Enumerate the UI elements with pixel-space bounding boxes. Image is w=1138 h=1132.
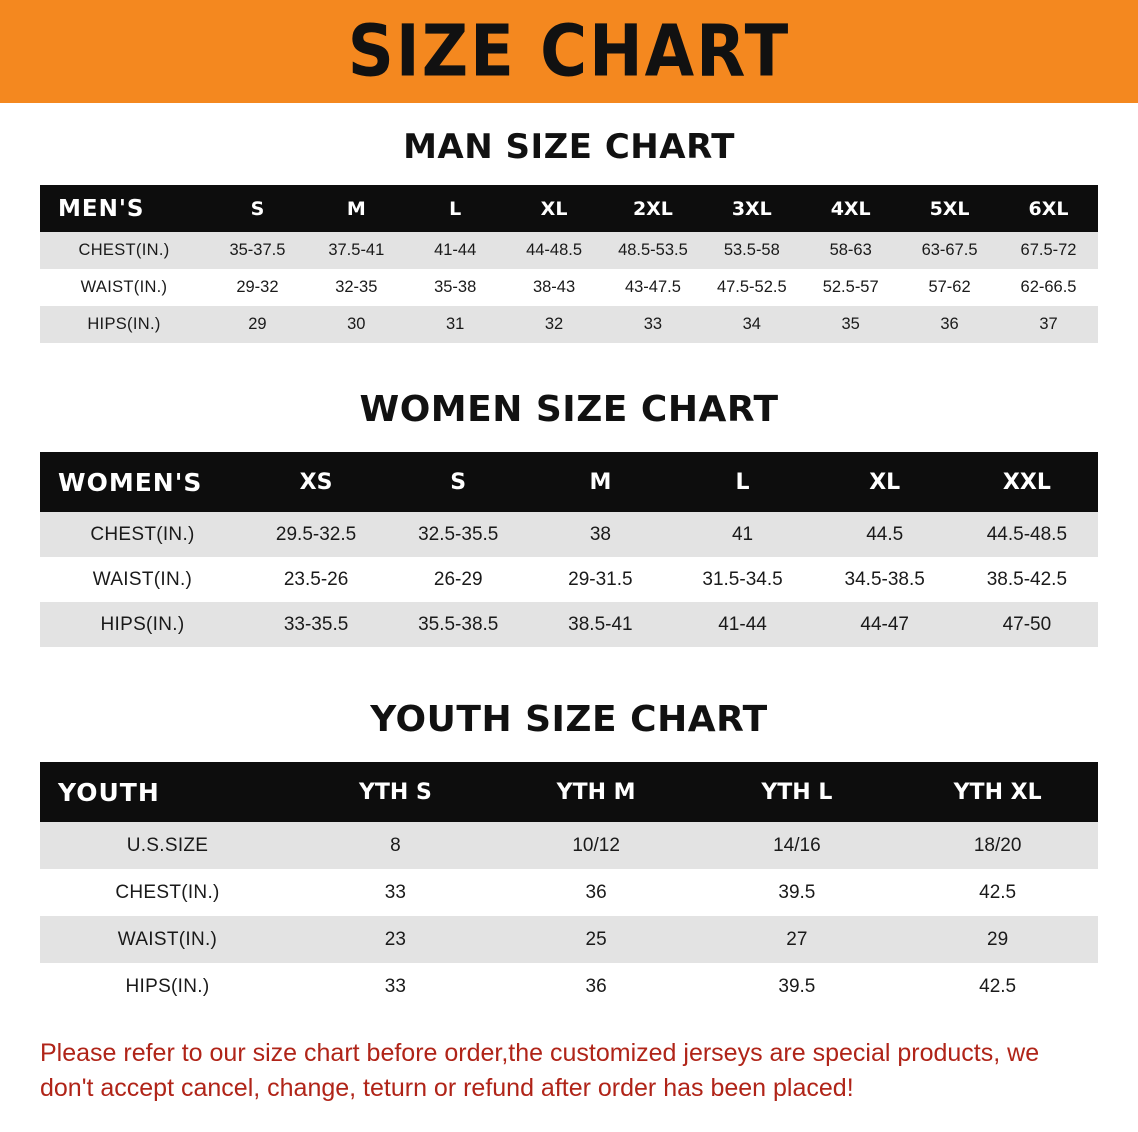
table-row [40, 869, 1098, 916]
youth-size-table [40, 762, 1098, 1010]
table-header-row [40, 452, 1098, 512]
page-title: SIZE CHART [347, 10, 791, 93]
youth-section-heading: YOUTH SIZE CHART [370, 699, 768, 740]
table-cell: 44.5 [814, 512, 956, 557]
table-cell: 32-35 [307, 269, 406, 306]
row-label: HIPS(IN.) [40, 306, 208, 343]
row-label: CHEST(IN.) [40, 232, 208, 269]
table-cell: 48.5-53.5 [604, 232, 703, 269]
table-cell: 47-50 [956, 602, 1098, 647]
table-cell: 8 [295, 822, 496, 869]
table-cell: 38.5-41 [529, 602, 671, 647]
row-label: CHEST(IN.) [40, 512, 245, 557]
table-cell: 33 [295, 869, 496, 916]
table-cell: 53.5-58 [702, 232, 801, 269]
table-cell: 35-37.5 [208, 232, 307, 269]
table-cell: 35.5-38.5 [387, 602, 529, 647]
table-cell: 32 [505, 306, 604, 343]
table-cell: 38 [529, 512, 671, 557]
table-cell: 32.5-35.5 [387, 512, 529, 557]
table-row [40, 306, 1098, 343]
column-header: XS [245, 452, 387, 512]
column-header: L [406, 185, 505, 232]
row-label: U.S.SIZE [40, 822, 295, 869]
table-row [40, 232, 1098, 269]
table-cell: 58-63 [801, 232, 900, 269]
table-cell: 38-43 [505, 269, 604, 306]
table-cell: 35 [801, 306, 900, 343]
table-cell: 37.5-41 [307, 232, 406, 269]
table-cell: 29.5-32.5 [245, 512, 387, 557]
column-header: M [529, 452, 671, 512]
table-cell: 26-29 [387, 557, 529, 602]
column-header: S [387, 452, 529, 512]
column-header: WOMEN'S [40, 452, 245, 512]
page-banner [0, 0, 1138, 103]
row-label: WAIST(IN.) [40, 557, 245, 602]
table-cell: 33 [295, 963, 496, 1010]
table-cell: 34 [702, 306, 801, 343]
table-header-row [40, 762, 1098, 822]
column-header: YOUTH [40, 762, 295, 822]
column-header: XXL [956, 452, 1098, 512]
column-header: M [307, 185, 406, 232]
table-row [40, 963, 1098, 1010]
table-cell: 29-32 [208, 269, 307, 306]
table-cell: 36 [496, 869, 697, 916]
column-header: 4XL [801, 185, 900, 232]
column-header: 6XL [999, 185, 1098, 232]
table-cell: 33 [604, 306, 703, 343]
table-cell: 31.5-34.5 [671, 557, 813, 602]
row-label: HIPS(IN.) [40, 963, 295, 1010]
table-cell: 57-62 [900, 269, 999, 306]
disclaimer-note: Please refer to our size chart before order,the customized jerseys are special products, we don't accept cancel, change, teturn or refund after order has been placed! [40, 1039, 1040, 1102]
column-header: XL [505, 185, 604, 232]
table-row [40, 557, 1098, 602]
women-size-table [40, 452, 1098, 647]
table-cell: 42.5 [897, 963, 1098, 1010]
women-table-wrapper [40, 452, 1098, 647]
table-cell: 29-31.5 [529, 557, 671, 602]
table-cell: 25 [496, 916, 697, 963]
table-cell: 52.5-57 [801, 269, 900, 306]
table-cell: 41-44 [671, 602, 813, 647]
table-header-row [40, 185, 1098, 232]
table-cell: 44-48.5 [505, 232, 604, 269]
table-cell: 67.5-72 [999, 232, 1098, 269]
row-label: CHEST(IN.) [40, 869, 295, 916]
table-cell: 23 [295, 916, 496, 963]
table-cell: 62-66.5 [999, 269, 1098, 306]
column-header: 5XL [900, 185, 999, 232]
table-cell: 37 [999, 306, 1098, 343]
table-cell: 39.5 [697, 963, 898, 1010]
column-header: 3XL [702, 185, 801, 232]
table-cell: 10/12 [496, 822, 697, 869]
youth-table-wrapper [40, 762, 1098, 1010]
table-cell: 35-38 [406, 269, 505, 306]
table-cell: 44-47 [814, 602, 956, 647]
women-section-heading: WOMEN SIZE CHART [359, 389, 779, 430]
table-cell: 30 [307, 306, 406, 343]
table-cell: 29 [897, 916, 1098, 963]
man-size-table [40, 185, 1098, 343]
table-cell: 38.5-42.5 [956, 557, 1098, 602]
table-cell: 36 [496, 963, 697, 1010]
table-cell: 63-67.5 [900, 232, 999, 269]
column-header: MEN'S [40, 185, 208, 232]
row-label: HIPS(IN.) [40, 602, 245, 647]
table-cell: 47.5-52.5 [702, 269, 801, 306]
column-header: YTH S [295, 762, 496, 822]
table-cell: 42.5 [897, 869, 1098, 916]
table-row [40, 822, 1098, 869]
table-cell: 43-47.5 [604, 269, 703, 306]
column-header: XL [814, 452, 956, 512]
row-label: WAIST(IN.) [40, 916, 295, 963]
table-cell: 41 [671, 512, 813, 557]
table-cell: 39.5 [697, 869, 898, 916]
table-row [40, 512, 1098, 557]
column-header: S [208, 185, 307, 232]
column-header: 2XL [604, 185, 703, 232]
column-header: YTH XL [897, 762, 1098, 822]
man-section-heading: MAN SIZE CHART [403, 127, 735, 167]
table-row [40, 916, 1098, 963]
table-cell: 29 [208, 306, 307, 343]
table-cell: 23.5-26 [245, 557, 387, 602]
man-table-wrapper [40, 185, 1098, 343]
table-cell: 31 [406, 306, 505, 343]
table-cell: 41-44 [406, 232, 505, 269]
table-cell: 14/16 [697, 822, 898, 869]
row-label: WAIST(IN.) [40, 269, 208, 306]
table-cell: 33-35.5 [245, 602, 387, 647]
column-header: YTH M [496, 762, 697, 822]
table-row [40, 602, 1098, 647]
table-cell: 27 [697, 916, 898, 963]
table-cell: 36 [900, 306, 999, 343]
column-header: L [671, 452, 813, 512]
table-cell: 34.5-38.5 [814, 557, 956, 602]
column-header: YTH L [697, 762, 898, 822]
table-cell: 18/20 [897, 822, 1098, 869]
table-cell: 44.5-48.5 [956, 512, 1098, 557]
table-row [40, 269, 1098, 306]
